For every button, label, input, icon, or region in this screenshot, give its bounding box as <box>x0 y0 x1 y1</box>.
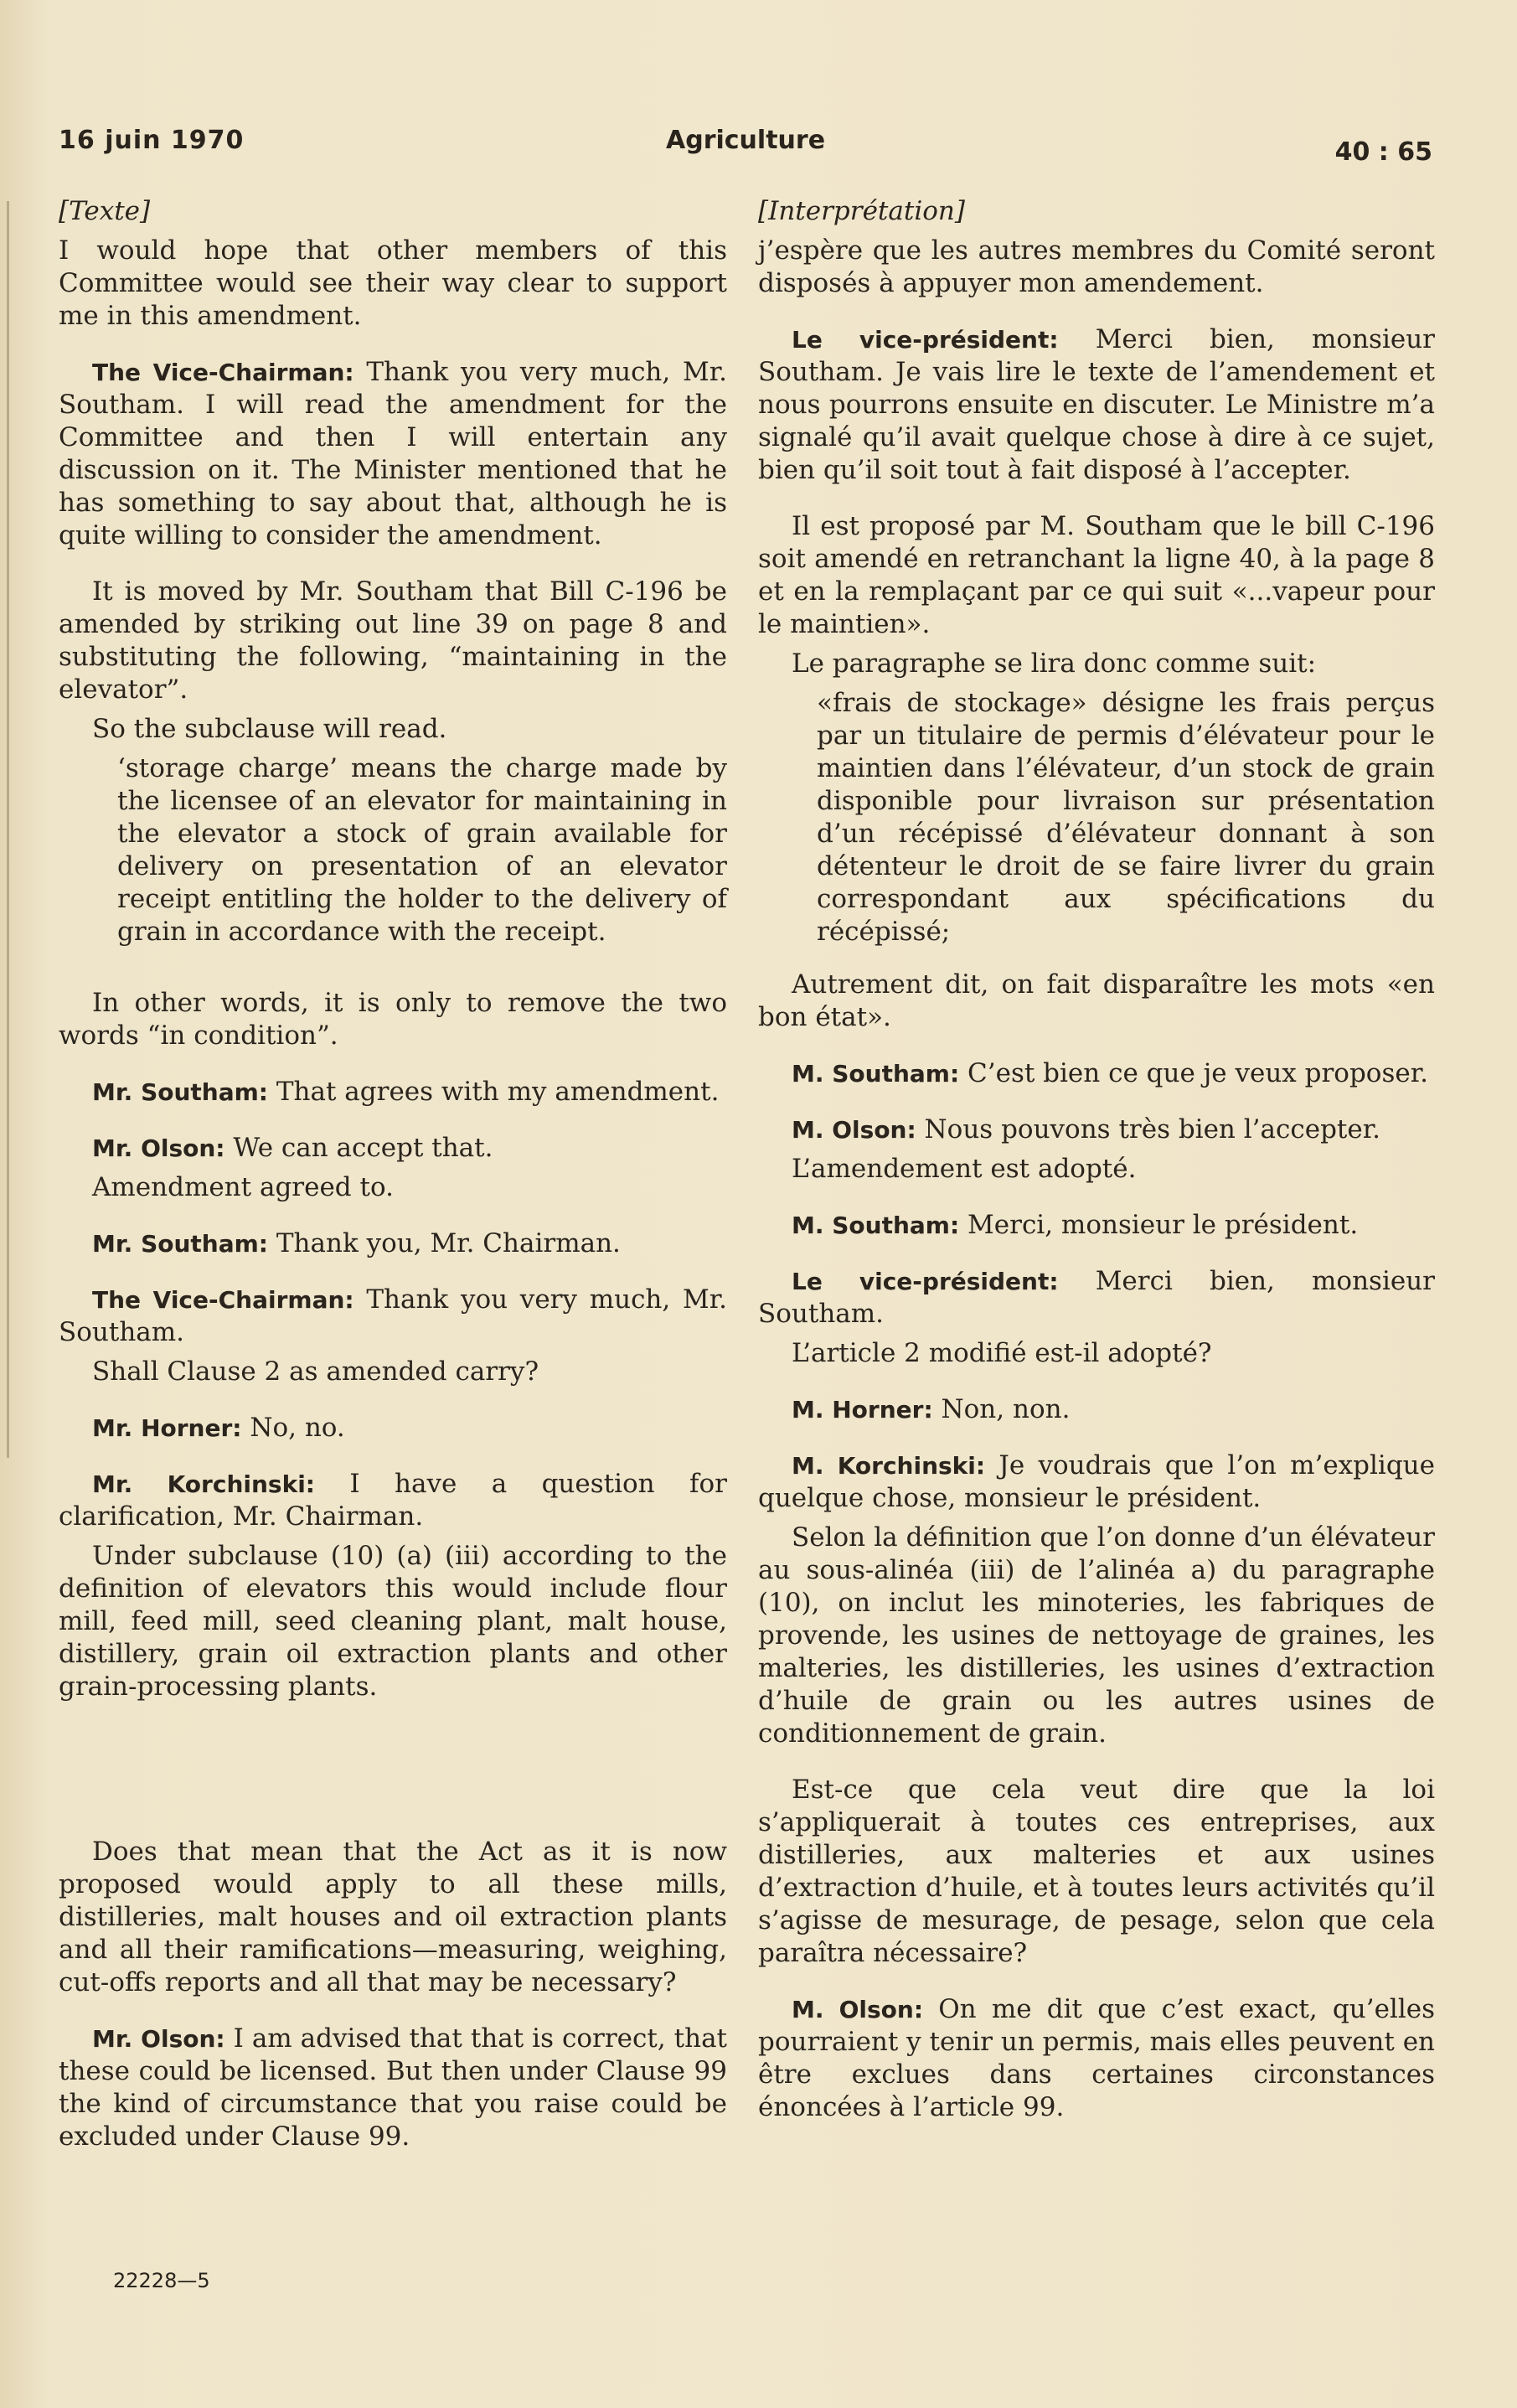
speech <box>59 1227 727 1260</box>
paragraph: Autrement dit, on fait disparaître les mots «en bon état». <box>758 969 1435 1032</box>
paragraph: Il est proposé par M. Southam que le bill C-196 soit amendé en retranchant la ligne 40, à la page 8 et en la remplaçant par ce qui suit «...vapeur pour le maintien». <box>758 511 1435 639</box>
header-title: Agriculture <box>666 126 826 155</box>
speaker-name: M. Olson: <box>792 1116 916 1144</box>
signature-code: 22228—5 <box>113 2269 210 2292</box>
speech <box>758 1449 1435 1515</box>
amended-clause-quote: «frais de stockage» désigne les frais perçus par un titulaire de permis d’élévateur pour le maintien dans l’élévateur, d’un stock de grain disponible pour livraison sur présentation d’un récépissé d’élévateur donnant à son détenteur le droit de se faire livrer du grain correspondant aux spécifications du récépissé; <box>817 688 1435 947</box>
speech <box>758 1393 1435 1426</box>
speech <box>758 323 1435 487</box>
speech <box>758 1114 1435 1146</box>
interpretation-marker: [Interprétation] <box>758 196 965 226</box>
speech <box>59 1076 727 1108</box>
speaker-name: The Vice-Chairman: <box>92 359 354 386</box>
paragraph: L’amendement est adopté. <box>792 1154 1137 1184</box>
amended-clause-quote: ‘storage charge’ means the charge made by the licensee of an elevator for maintaining in the elevator a stock of grain available for delivery on presentation of an elevator receipt entitling the holder to the delivery of grain in accordance with the receipt. <box>117 753 727 947</box>
binding-edge <box>7 201 9 1458</box>
english-column <box>59 195 727 2177</box>
speech <box>59 1132 727 1165</box>
speech-text: Je voudrais que l’on m’explique quelque chose, monsieur le président. <box>758 1450 1435 1513</box>
header-page-number: 40 : 65 <box>1334 137 1432 167</box>
speech-text: Thank you very much, Mr. Southam. I will read the amendment for the Committee and then I will entertain any discussion on it. The Minister mentioned that he has something to say about that, although he is quite willing to consider the amendment. <box>59 357 727 550</box>
running-header <box>59 126 1432 176</box>
speech-text: No, no. <box>250 1413 345 1443</box>
paragraph: Le paragraphe se lira donc comme suit: <box>792 649 1317 679</box>
speech-text: That agrees with my amendment. <box>276 1077 720 1107</box>
speech-text: Merci bien, monsieur Southam. Je vais lire le texte de l’amendement et nous pourrons ensuite en discuter. Le Ministre m’a signalé qu’il avait quelque chose à dire à ce sujet, bien qu’il soit tout à fait disposé à l’accepter. <box>758 324 1436 485</box>
paragraph: Shall Clause 2 as amended carry? <box>92 1356 539 1387</box>
paragraph: Selon la définition que l’on donne d’un élévateur au sous-alinéa (iii) de l’alinéa a) du paragraphe (10), on inclut les minoteries, les fabriques de provende, les usines de nettoyage de graines, les malteries, les distilleries, les usines d’extraction d’huile de grain ou les autres usines de conditionnement de grain. <box>758 1522 1435 1749</box>
speaker-name: Le vice-président: <box>792 1268 1059 1295</box>
speech-text: On me dit que c’est exact, qu’elles pourraient y tenir un permis, mais elles peuvent en être exclues dans certaines circonstances énoncées à l’article 99. <box>758 1994 1436 2122</box>
speaker-name: Mr. Korchinski: <box>92 1470 315 1498</box>
speech-text: Merci bien, monsieur Southam. <box>758 1266 1436 1329</box>
paragraph: Under subclause (10) (a) (iii) according to the definition of elevators this would include flour mill, feed mill, seed cleaning plant, malt house, distillery, grain oil extraction plants and other grain-processing plants. <box>59 1541 727 1702</box>
column-gap <box>59 1727 727 1836</box>
paragraph: Does that mean that the Act as it is now proposed would apply to all these mills, distilleries, malt houses and oil extraction plants and all their ramifications—measuring, weighing, cut-offs reports and all that may be necessary? <box>59 1837 727 1997</box>
speech-text: C’est bien ce que je veux proposer. <box>967 1058 1428 1088</box>
paragraph: j’espère que les autres membres du Comité seront disposés à appuyer mon amendement. <box>758 235 1435 298</box>
speech <box>59 356 727 552</box>
speaker-name: M. Southam: <box>792 1060 960 1088</box>
speaker-name: Mr. Southam: <box>92 1078 268 1106</box>
paragraph: Amendment agreed to. <box>92 1172 394 1202</box>
speech <box>59 2023 727 2153</box>
speaker-name: Mr. Olson: <box>92 2025 225 2053</box>
paragraph: It is moved by Mr. Southam that Bill C-196 be amended by striking out line 39 on page 8 and substituting the following, “maintaining in the elevator”. <box>59 576 727 705</box>
speaker-name: M. Korchinski: <box>792 1452 986 1480</box>
speech-text: I am advised that that is correct, that these could be licensed. But then under Clause 99 the kind of circumstance that you raise could be excluded under Clause 99. <box>59 2023 728 2152</box>
paragraph: Est-ce que cela veut dire que la loi s’appliquerait à toutes ces entreprises, aux distilleries, aux malteries et aux usines d’extraction d’huile, et à toutes leurs activités qu’il s’agisse de mesurage, de pesage, selon que cela paraîtra nécessaire? <box>758 1775 1435 1968</box>
paragraph: I would hope that other members of this Committee would see their way clear to support me in this amendment. <box>59 235 727 331</box>
speech-text: Thank you, Mr. Chairman. <box>276 1228 621 1258</box>
paragraph: So the subclause will read. <box>92 714 447 744</box>
speech <box>758 1209 1435 1242</box>
speech-text: Non, non. <box>941 1394 1071 1424</box>
speech-text: Thank you very much, Mr. Southam. <box>59 1284 727 1347</box>
speaker-name: M. Olson: <box>792 1996 924 2023</box>
text-marker: [Texte] <box>59 196 151 226</box>
speech-text: Merci, monsieur le président. <box>967 1210 1359 1240</box>
french-column <box>758 195 1435 2147</box>
speech-text: I have a question for clarification, Mr. Chairman. <box>59 1469 727 1532</box>
speech <box>59 1412 727 1444</box>
speaker-name: M. Horner: <box>792 1396 933 1424</box>
speech <box>758 1265 1435 1331</box>
speaker-name: Mr. Southam: <box>92 1230 268 1258</box>
paragraph: In other words, it is only to remove the two words “in condition”. <box>59 988 727 1051</box>
speech-text: We can accept that. <box>233 1133 493 1163</box>
speaker-name: The Vice-Chairman: <box>92 1286 354 1314</box>
speaker-name: Mr. Horner: <box>92 1414 242 1442</box>
header-date: 16 juin 1970 <box>59 126 245 155</box>
speaker-name: M. Southam: <box>792 1212 960 1239</box>
speech-text: Nous pouvons très bien l’accepter. <box>924 1114 1380 1145</box>
speech <box>758 1057 1435 1090</box>
speech <box>758 1993 1435 2124</box>
speech <box>59 1284 727 1349</box>
speaker-name: Le vice-président: <box>792 326 1059 354</box>
paragraph: L’article 2 modifié est-il adopté? <box>792 1338 1212 1368</box>
speech <box>59 1468 727 1533</box>
speaker-name: Mr. Olson: <box>92 1134 225 1162</box>
